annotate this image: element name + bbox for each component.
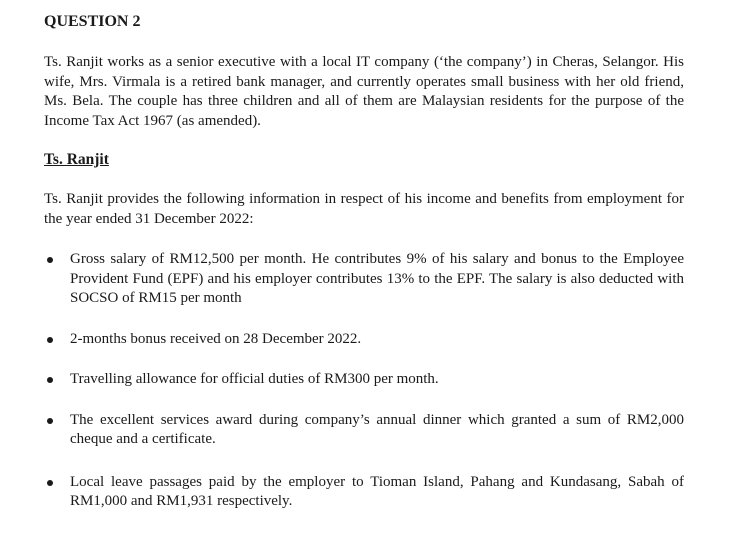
bullet-icon <box>47 418 53 424</box>
list-item <box>44 473 684 512</box>
list-item-text: 2-months bonus received on 28 December 2022. <box>70 330 362 347</box>
document-page <box>44 12 684 512</box>
section-heading: Ts. Ranjit <box>44 151 109 168</box>
list-item-text: Gross salary of RM12,500 per month. He contributes 9% of his salary and bonus to the Employee Provident Fund (EPF) and his employer contributes 13% to the EPF. The salary is also deducted with SOCSO of RM15 per month <box>70 251 684 306</box>
list-item-text: Local leave passages paid by the employer to Tioman Island, Pahang and Kundasang, Sabah of RM1,000 and RM1,931 respectively. <box>70 473 684 509</box>
bullet-icon <box>47 337 53 343</box>
list-item <box>44 250 684 309</box>
list-item <box>44 411 684 450</box>
benefits-list <box>44 250 684 512</box>
intro-paragraph: Ts. Ranjit works as a senior executive with a local IT company (‘the company’) in Cheras, Selangor. His wife, Mrs. Virmala is a retired bank manager, and currently operates small business with her old friend, Ms. Bela. The couple has three children and all of them are Malaysian residents for the purpose of the Income Tax Act 1967 (as amended). <box>44 54 684 129</box>
info-paragraph: Ts. Ranjit provides the following information in respect of his income and benefits from employment for the year ended 31 December 2022: <box>44 191 684 227</box>
bullet-icon <box>47 257 53 263</box>
question-title: QUESTION 2 <box>44 13 141 30</box>
list-item <box>44 370 684 390</box>
bullet-icon <box>47 480 53 486</box>
list-item-text: Travelling allowance for official duties of RM300 per month. <box>70 371 439 387</box>
bullet-icon <box>47 377 53 383</box>
list-item <box>44 330 684 350</box>
list-item-text: The excellent services award during company’s annual dinner which granted a sum of RM2,000 cheque and a certificate. <box>70 411 684 447</box>
